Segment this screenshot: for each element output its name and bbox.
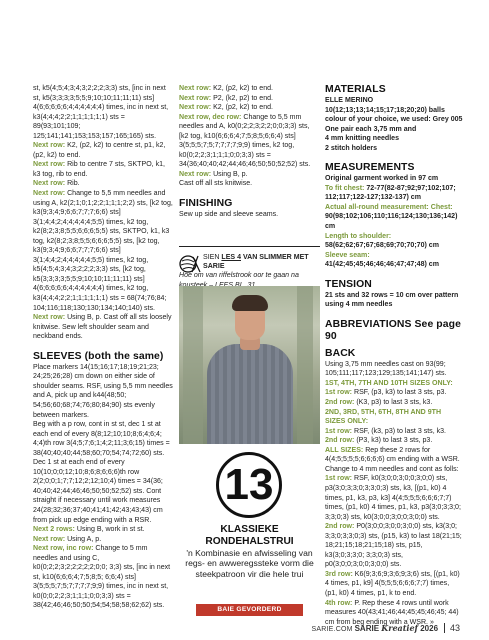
instruction-paragraph [325, 379, 463, 389]
instruction-paragraph [179, 179, 320, 189]
row-label: Next row: [33, 180, 68, 188]
instruction-paragraph [325, 446, 463, 475]
instruction-paragraph [325, 427, 463, 437]
instruction-text: Dec 1 st at each end of every 10(10;0;0;12;10;8;6;8;6;6;6)th row 2(2;0;0;1;7;7;12;2;12;10;4) times = 34(36; 40;40;42;44;46;46;50;50;52;52) sts. Cont straight if necessary until work measures 24(28;32;36;37;40;41;41;42;43;43;43) cm from pick up edge ending with a RSR. [33, 459, 163, 524]
instruction-text: One pair each 3,75 mm and [325, 125, 417, 133]
instruction-text: 41(42;45;45;46;46;46;47;47;48) cm [325, 261, 439, 269]
instruction-paragraph [179, 170, 320, 180]
instruction-text: Using A, p. [67, 535, 102, 543]
row-label: Sleeve seam: [325, 251, 370, 259]
instruction-paragraph [325, 398, 463, 408]
pattern-column-3 [325, 84, 463, 627]
instruction-paragraph [325, 144, 463, 154]
instruction-text: K2, (p2, k2) to end. [213, 85, 274, 92]
site-url: SARIE.COM [311, 626, 353, 633]
spacer [325, 153, 463, 162]
instruction-paragraph [325, 360, 463, 379]
instruction-text: 10(12;13;13;14;15;17;18;20;20) balls colour of your choice, we used: Grey 005 [325, 106, 463, 124]
pattern-description: 'n Kombinasie en afwisseling van regs- en awweregssteke vorm die steekpatroon vir die hele trui [185, 548, 314, 579]
instruction-text: K2, (p2, k2) to centre st, p1, k2, (p2, k2) to end. [33, 142, 166, 159]
instruction-text: st, k5(4;5;4;3;4;3;2;2;2;3;3) sts, [inc in next st, k5(3;3;3;3;5;5;9;10;10;11;11;11) sts] 4(6;6;6;6;6;4;4;4;4;4;4) times, inc in next st, k3(4;4;4;2;2;1;1;1;1;1;1) sts = 89(93;101;109; 125;141;141;153;153;157;165;165) sts. [33, 85, 169, 140]
instruction-paragraph [33, 141, 173, 160]
instruction-paragraph [179, 210, 320, 220]
instruction-text: P2, (k2, p2) to end. [213, 94, 274, 102]
reference-line-1: SIEN LES 4 VAN SLIMMER MET SARIE [203, 254, 309, 271]
instruction-paragraph [325, 232, 463, 251]
divider-top [179, 246, 320, 247]
pattern-title: KLASSIEKE RONDEHALSTRUI [205, 524, 294, 547]
instruction-paragraph [325, 388, 463, 398]
reference-line-2: Hoe om van riffelstrook oor te gaan na [179, 272, 299, 280]
instruction-paragraph [33, 160, 173, 179]
instruction-paragraph [179, 84, 320, 94]
row-label: Next row, inc row: [33, 545, 96, 553]
instruction-paragraph [325, 570, 463, 599]
instruction-paragraph [325, 522, 463, 570]
instruction-text: Cast off all sts knitwise. [179, 180, 253, 188]
instruction-text: RSF, (k3, p3) to last 3 sts, k3. [353, 427, 447, 435]
instruction-text: K6(9;3;6;9;3;6;9;3;6) sts, [(p1, k0) 4 times, p1, k9] 4(5;5;5;6;6;6;7;7) times, (p1, k0) 4 times, p1, k to end. [325, 570, 460, 597]
instruction-paragraph [33, 313, 173, 342]
instruction-paragraph [325, 174, 463, 184]
instruction-paragraph [325, 125, 463, 135]
row-label: Next row: [179, 85, 214, 92]
instruction-text: 4 mm knitting needles [325, 135, 400, 143]
instruction-text: 58(62;62;67;67;68;69;70;70;70) cm [325, 242, 439, 250]
row-label: 2nd row: [325, 437, 357, 445]
section-heading: MEASUREMENTS [325, 162, 415, 174]
row-label: Length to shoulder: [325, 232, 392, 240]
instruction-text: 90(98;102;106;110;116;124;130;136;142) cm [325, 213, 458, 231]
page-number: 43 [444, 623, 460, 633]
section-heading: MATERIALS [325, 84, 386, 95]
row-label: Actual all-round measurement: Chest: [325, 203, 453, 211]
instruction-paragraph [33, 420, 173, 458]
spacer [325, 270, 463, 279]
instruction-text: Change to 5 mm needles and using C, k0(0;2;2;3;2;2;2;2;2;0;0; 3;3) sts, [inc in next st, k10(6;6;6;4;7;5;8;5; 6;6;4) sts] 3(5;5;5;7;5;7;7;7;7;9;9) times, inc in next st, k0(0;0;2;2;3;1;1;1;0;0;3;3) sts = 38(42;46;46;50;50;54;54;58;58;62;62) sts. [33, 545, 171, 610]
instruction-paragraph [33, 458, 173, 525]
row-label: Next row: [179, 94, 214, 102]
instruction-paragraph [33, 363, 173, 420]
row-label: 3rd row: [325, 570, 355, 578]
difficulty-badge: BAIE GEVORDERD [196, 604, 303, 616]
instruction-paragraph [325, 436, 463, 446]
instruction-paragraph [33, 535, 173, 545]
section-heading: BACK [325, 347, 356, 359]
spacer [33, 342, 173, 351]
instruction-text: (K3, p3) to last 3 sts, k3. [356, 399, 433, 407]
instruction-text: Using B, p. [213, 170, 248, 178]
row-label: 1ST, 4TH, 7TH AND 10TH SIZES ONLY: [325, 379, 453, 387]
pattern-column-2 [179, 84, 320, 220]
instruction-text: Using B, p. Cast off all sts loosely knitwise. Sew left shoulder seam and neckband ends. [33, 314, 172, 341]
instruction-text: 72-77(82-87;92;97;102;107; 112;117;122-127;132-137) cm [325, 184, 456, 202]
row-label: 2nd row: [325, 523, 357, 531]
instruction-text: K2, (p2, k2) to end. [213, 104, 274, 112]
section-heading: ABBREVIATIONS See page 90 [325, 318, 461, 342]
brand-name: SARIE Kreatief 2026 [354, 623, 439, 633]
row-label: 4th row: [325, 599, 355, 607]
instruction-text: RSF, (p3, k3) to last 3 sts, p3. [353, 389, 447, 397]
instruction-text: P. Rep these 4 rows until work measures 40(43;41;46;44;45;45;46;45; 44) cm from beg ending with a WSR. » [325, 599, 459, 626]
row-label: 2ND, 3RD, 5TH, 6TH, 8TH AND 9TH SIZES ONLY: [325, 408, 442, 426]
instruction-paragraph [325, 184, 463, 203]
row-label: 1st row: [325, 427, 354, 435]
instruction-paragraph [33, 544, 173, 611]
instruction-paragraph [325, 408, 463, 427]
row-label: Next row, dec row: [179, 113, 244, 121]
instruction-text: Rep these 2 rows for 4(4;5;5;5;5;6;6;6;6) cm ending with a WSR. Change to 4 mm needles and cont as folls: [325, 446, 460, 473]
row-label: Next row: [33, 142, 68, 150]
yarn-ball-icon [179, 254, 201, 274]
instruction-text: Using B, work in st st. [76, 526, 145, 534]
instruction-text: Original garment worked in 97 cm [325, 175, 439, 183]
instruction-paragraph [325, 203, 463, 232]
instruction-text: Place markers 14(15;16;17;18;19;21;23; 24;25;26;28) cm down on either side of shoulder seams. RSF, using 5,5 mm needles and A, pick up and k44(48;50; 54;56;60;68;74;76;80;84;90) sts evenly between markers. [33, 363, 173, 419]
row-label: Next row: [33, 161, 68, 169]
row-label: Next row: [33, 190, 68, 198]
instruction-paragraph [33, 189, 173, 313]
instruction-text: Using 3,75 mm needles cast on 93(99; 105;111;117;123;129;135;141;147) sts. [325, 360, 447, 378]
spacer [179, 189, 320, 198]
pattern-column-1 [33, 84, 173, 611]
row-label: 1st row: [325, 389, 354, 397]
instruction-paragraph [325, 251, 463, 270]
row-label: Next 2 rows: [33, 526, 77, 534]
instruction-text: 2 stitch holders [325, 144, 378, 152]
section-heading: SLEEVES (both the same) [33, 350, 164, 362]
pattern-number: 13 [216, 452, 282, 518]
instruction-text: Rib to centre 7 sts, SKTPO, k1, k3 tog, rib to end. [33, 161, 165, 178]
spacer [325, 310, 463, 319]
instruction-paragraph [33, 179, 173, 189]
instruction-paragraph [179, 103, 320, 113]
instruction-paragraph [325, 291, 463, 310]
instruction-paragraph [325, 96, 463, 106]
instruction-paragraph [33, 525, 173, 535]
instruction-paragraph [325, 134, 463, 144]
instruction-text: Change to 5,5 mm needles and using A, k2(2;1;0;1;2;2;1;1;1;2;2) sts, [k2 tog, k3(9;3;4;9;6;6;7;7;7;6;6) sts] 3(1;4;4;2;4;4;4;4;4;5;5) times, k2 tog, k2(8;2;3;8;5;5;6;6;6;5;5) sts, SKTPO, k1, k3 tog, k2(8;2;3;8;5;5;6;6;6;5;5) sts, [k2 tog, k3(9;3;4;9;6;6;7;7;7;6;6) sts] 3(1;4;4;2;4;4;4;4;4;5;5) times, k2 tog, k5(4;5;4;3;4;3;2;2;2;3;3) sts, [k2 tog, k5(3;3;3;3;5;5;9;10;10;11;11;11) sts] 4(6;6;6;6;6;4;4;4;4;4;4) times, k2 tog, k3(4;4;4;2;2;1;1;1;1;1;1) sts = 68(74;76;84; 104;116;118;130;130;134;140;140) sts. [33, 190, 173, 312]
instruction-paragraph [179, 94, 320, 104]
instruction-text: RSF, k0(3;0;0;3;0;0;3;0;0) sts, p3(3;0;3;3;0;3;3;0;3) sts, k3, [(p1, k0) 4 times, p1, k3, p3, k3] 4(4;5;5;5;6;6;6;7;7) times, (p1, k0) 4 times, p1, k3, p3(3;0;3;3;0; 3;3;0;3) sts, k0(3;0;0;3;0;0;3;0;0) sts. [325, 475, 461, 521]
instruction-text: Sew up side and sleeve seams. [179, 211, 279, 219]
instruction-text: P0(3;0;0;3;0;0;3;0;0) sts, k3(3;0; 3;3;0;3;3;0;3) sts, (p15, k3) to last 18(21;15; 18;21;15;18;21;15;18) sts, p15, k3(3;0;3;3;0; 3;3;0;3) sts, p0(3;0;0;3;0;0;3;0;0) sts. [325, 523, 462, 569]
instruction-text: Rib. [67, 180, 80, 188]
instruction-text: 21 sts and 32 rows = 10 cm over pattern using 4 mm needles [325, 291, 459, 309]
technique-reference [179, 253, 320, 290]
sweater-photo [179, 286, 320, 444]
instruction-text: Beg with a p row, cont in st st, dec 1 st at each end of every 8(8;12;10;10;8;6;4;6;4; 4;4)th row 3(4;5;7;6;1;4;2;11;3;6;15) times = 38(40;40;40;44;58;60;70;54;74;72;60) sts. [33, 421, 170, 457]
instruction-paragraph [179, 113, 320, 170]
section-heading: TENSION [325, 278, 372, 290]
row-label: Next row: [179, 170, 214, 178]
page-footer [300, 623, 460, 635]
row-label: Next row: [179, 104, 214, 112]
row-label: Next row: [33, 535, 68, 543]
instruction-paragraph [33, 84, 173, 141]
section-heading: FINISHING [179, 198, 233, 210]
instruction-paragraph [325, 474, 463, 522]
row-label: 2nd row: [325, 399, 357, 407]
row-label: To fit chest: [325, 184, 367, 192]
row-label: 1st row: [325, 475, 354, 483]
row-label: Next row: [33, 314, 68, 322]
instruction-text: Change to 5,5 mm needles and A, k0(0;2;2;3;2;2;0;0;3;3) sts, [k2 tog, k10(6;6;6;4;7;5;8;5;6;6;4) sts] 3(5;5;5;7;5;7;7;7;7;9;9) times, k2 tog, k0(0;2;2;3;1;1;1;0;0;3;3) sts = 34(36;40;40;42;44;46;46;50;50;52;52) sts. [179, 113, 311, 169]
instruction-text: ELLE MERINO [325, 97, 374, 104]
row-label: ALL SIZES: [325, 446, 366, 454]
instruction-text: (P3, k3) to last 3 sts, p3. [356, 437, 433, 445]
lesson-link[interactable]: LES 4 [221, 254, 241, 261]
instruction-paragraph [325, 106, 463, 125]
